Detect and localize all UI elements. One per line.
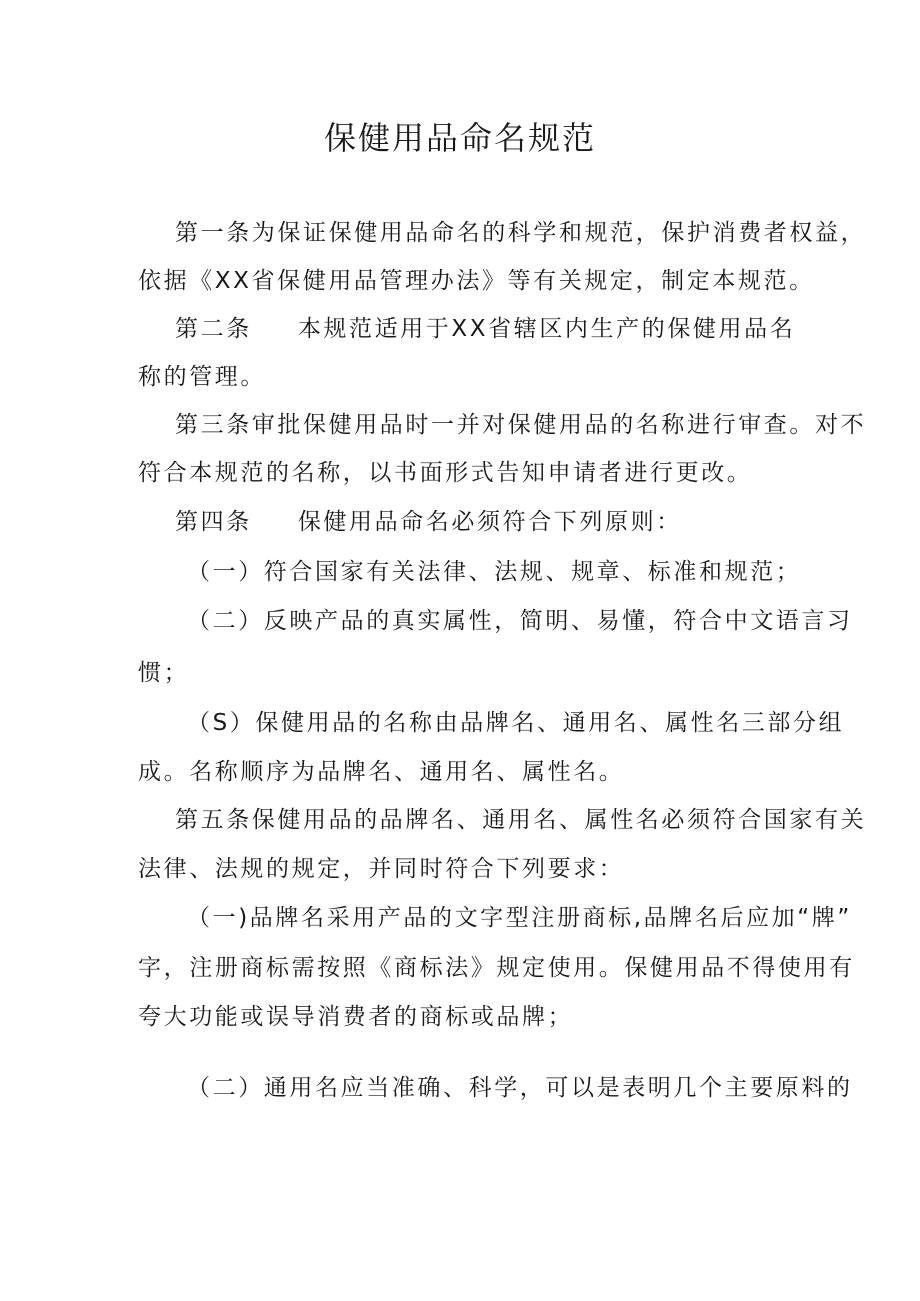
- article-3-line-2: 符合本规范的名称，以书面形式告知申请者进行更改。: [138, 460, 753, 486]
- article-4-number: 第四条: [175, 509, 252, 535]
- article-2-line-2: 称的管理。: [138, 364, 266, 390]
- article-5-line-2: 法律、法规的规定，并同时符合下列要求：: [138, 856, 625, 882]
- article-5-item-1-line-1: （一)品牌名采用产品的文字型注册商标,品牌名后应加“牌”: [187, 905, 852, 931]
- article-5-item-1-line-2: 字，注册商标需按照《商标法》规定使用。保健用品不得使用有: [138, 955, 855, 981]
- article-5-item-2-line-1: （二）通用名应当准确、科学，可以是表明几个主要原料的: [187, 1075, 853, 1101]
- article-4-line-1: [175, 505, 682, 539]
- article-4-item-3-line-1: （S）保健用品的名称由品牌名、通用名、属性名三部分组: [187, 710, 845, 736]
- article-4-item-2-line-1: （二）反映产品的真实属性，简明、易懂，符合中文语言习: [187, 608, 853, 634]
- article-2-text: 本规范适用于XX省辖区内生产的保健用品名: [297, 316, 796, 342]
- article-1-line-2: 依据《XX省保健用品管理办法》等有关规定，制定本规范。: [138, 268, 815, 294]
- article-2-line-1: [175, 312, 795, 346]
- article-4-item-2-line-2: 惯；: [138, 660, 190, 686]
- article-5-line-1: 第五条保健用品的品牌名、通用名、属性名必须符合国家有关: [175, 807, 867, 833]
- article-4-item-3-line-2: 成。名称顺序为品牌名、通用名、属性名。: [138, 759, 625, 785]
- article-1-line-1: 第一条为保证保健用品命名的科学和规范，保护消费者权益，: [175, 220, 867, 246]
- article-4-text: 保健用品命名必须符合下列原则：: [297, 509, 682, 535]
- article-3-line-1: 第三条审批保健用品时一并对保健用品的名称进行审查。对不: [175, 412, 867, 438]
- article-4-item-1: （一）符合国家有关法律、法规、规章、标准和规范；: [187, 559, 802, 585]
- article-5-item-1-line-3: 夸大功能或误导消费者的商标或品牌；: [138, 1004, 574, 1030]
- article-2-number: 第二条: [175, 316, 252, 342]
- document-title: 保健用品命名规范: [323, 119, 596, 157]
